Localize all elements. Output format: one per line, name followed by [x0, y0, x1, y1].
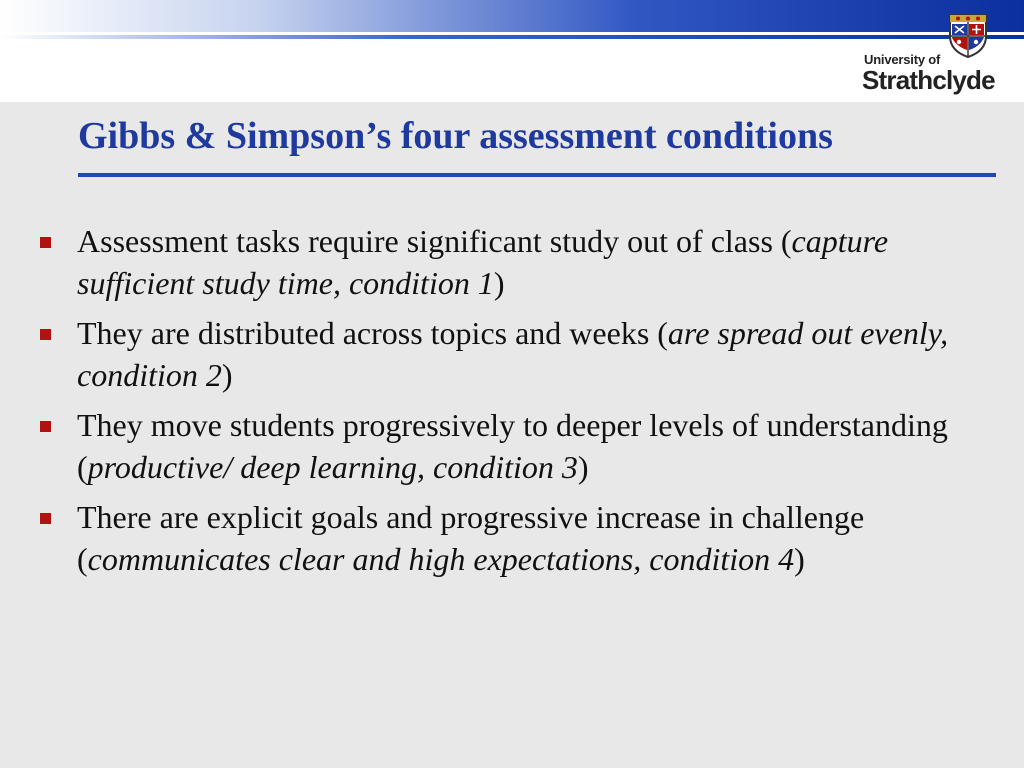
square-bullet-icon	[40, 329, 51, 340]
bullet-item	[40, 220, 990, 304]
logo-text-line1: University of	[864, 52, 941, 67]
university-logo	[860, 12, 1000, 98]
bullet-list	[40, 220, 990, 588]
bullet-text: They move students progressively to deeper levels of understanding (	[77, 407, 948, 485]
bullet-close: )	[221, 357, 233, 393]
bullet-close: )	[493, 265, 505, 301]
square-bullet-icon	[40, 237, 51, 248]
bullet-note: productive/ deep learning, condition 3	[87, 449, 578, 485]
bullet-text: Assessment tasks require significant study out of class (	[77, 223, 792, 259]
bullet-item	[40, 404, 990, 488]
bullet-item	[40, 496, 990, 580]
bullet-text: They are distributed across topics and weeks (	[77, 315, 668, 351]
bullet-note: are spread out evenly, condition 2	[77, 315, 949, 393]
square-bullet-icon	[40, 513, 51, 524]
square-bullet-icon	[40, 421, 51, 432]
bullet-close: )	[577, 449, 589, 485]
bullet-close: )	[794, 541, 805, 577]
bullet-note: communicates clear and high expectations, condition 4	[87, 541, 795, 577]
bullet-text: There are explicit goals and progressive increase in challenge (	[77, 499, 865, 577]
slide-header	[0, 0, 1024, 102]
slide-title: Gibbs & Simpson’s four assessment conditions	[78, 115, 833, 157]
bullet-note: capture sufficient study time, condition 1	[77, 223, 889, 301]
bullet-item	[40, 312, 990, 396]
title-underline	[78, 173, 996, 177]
logo-text-line2: Strathclyde	[862, 65, 995, 95]
